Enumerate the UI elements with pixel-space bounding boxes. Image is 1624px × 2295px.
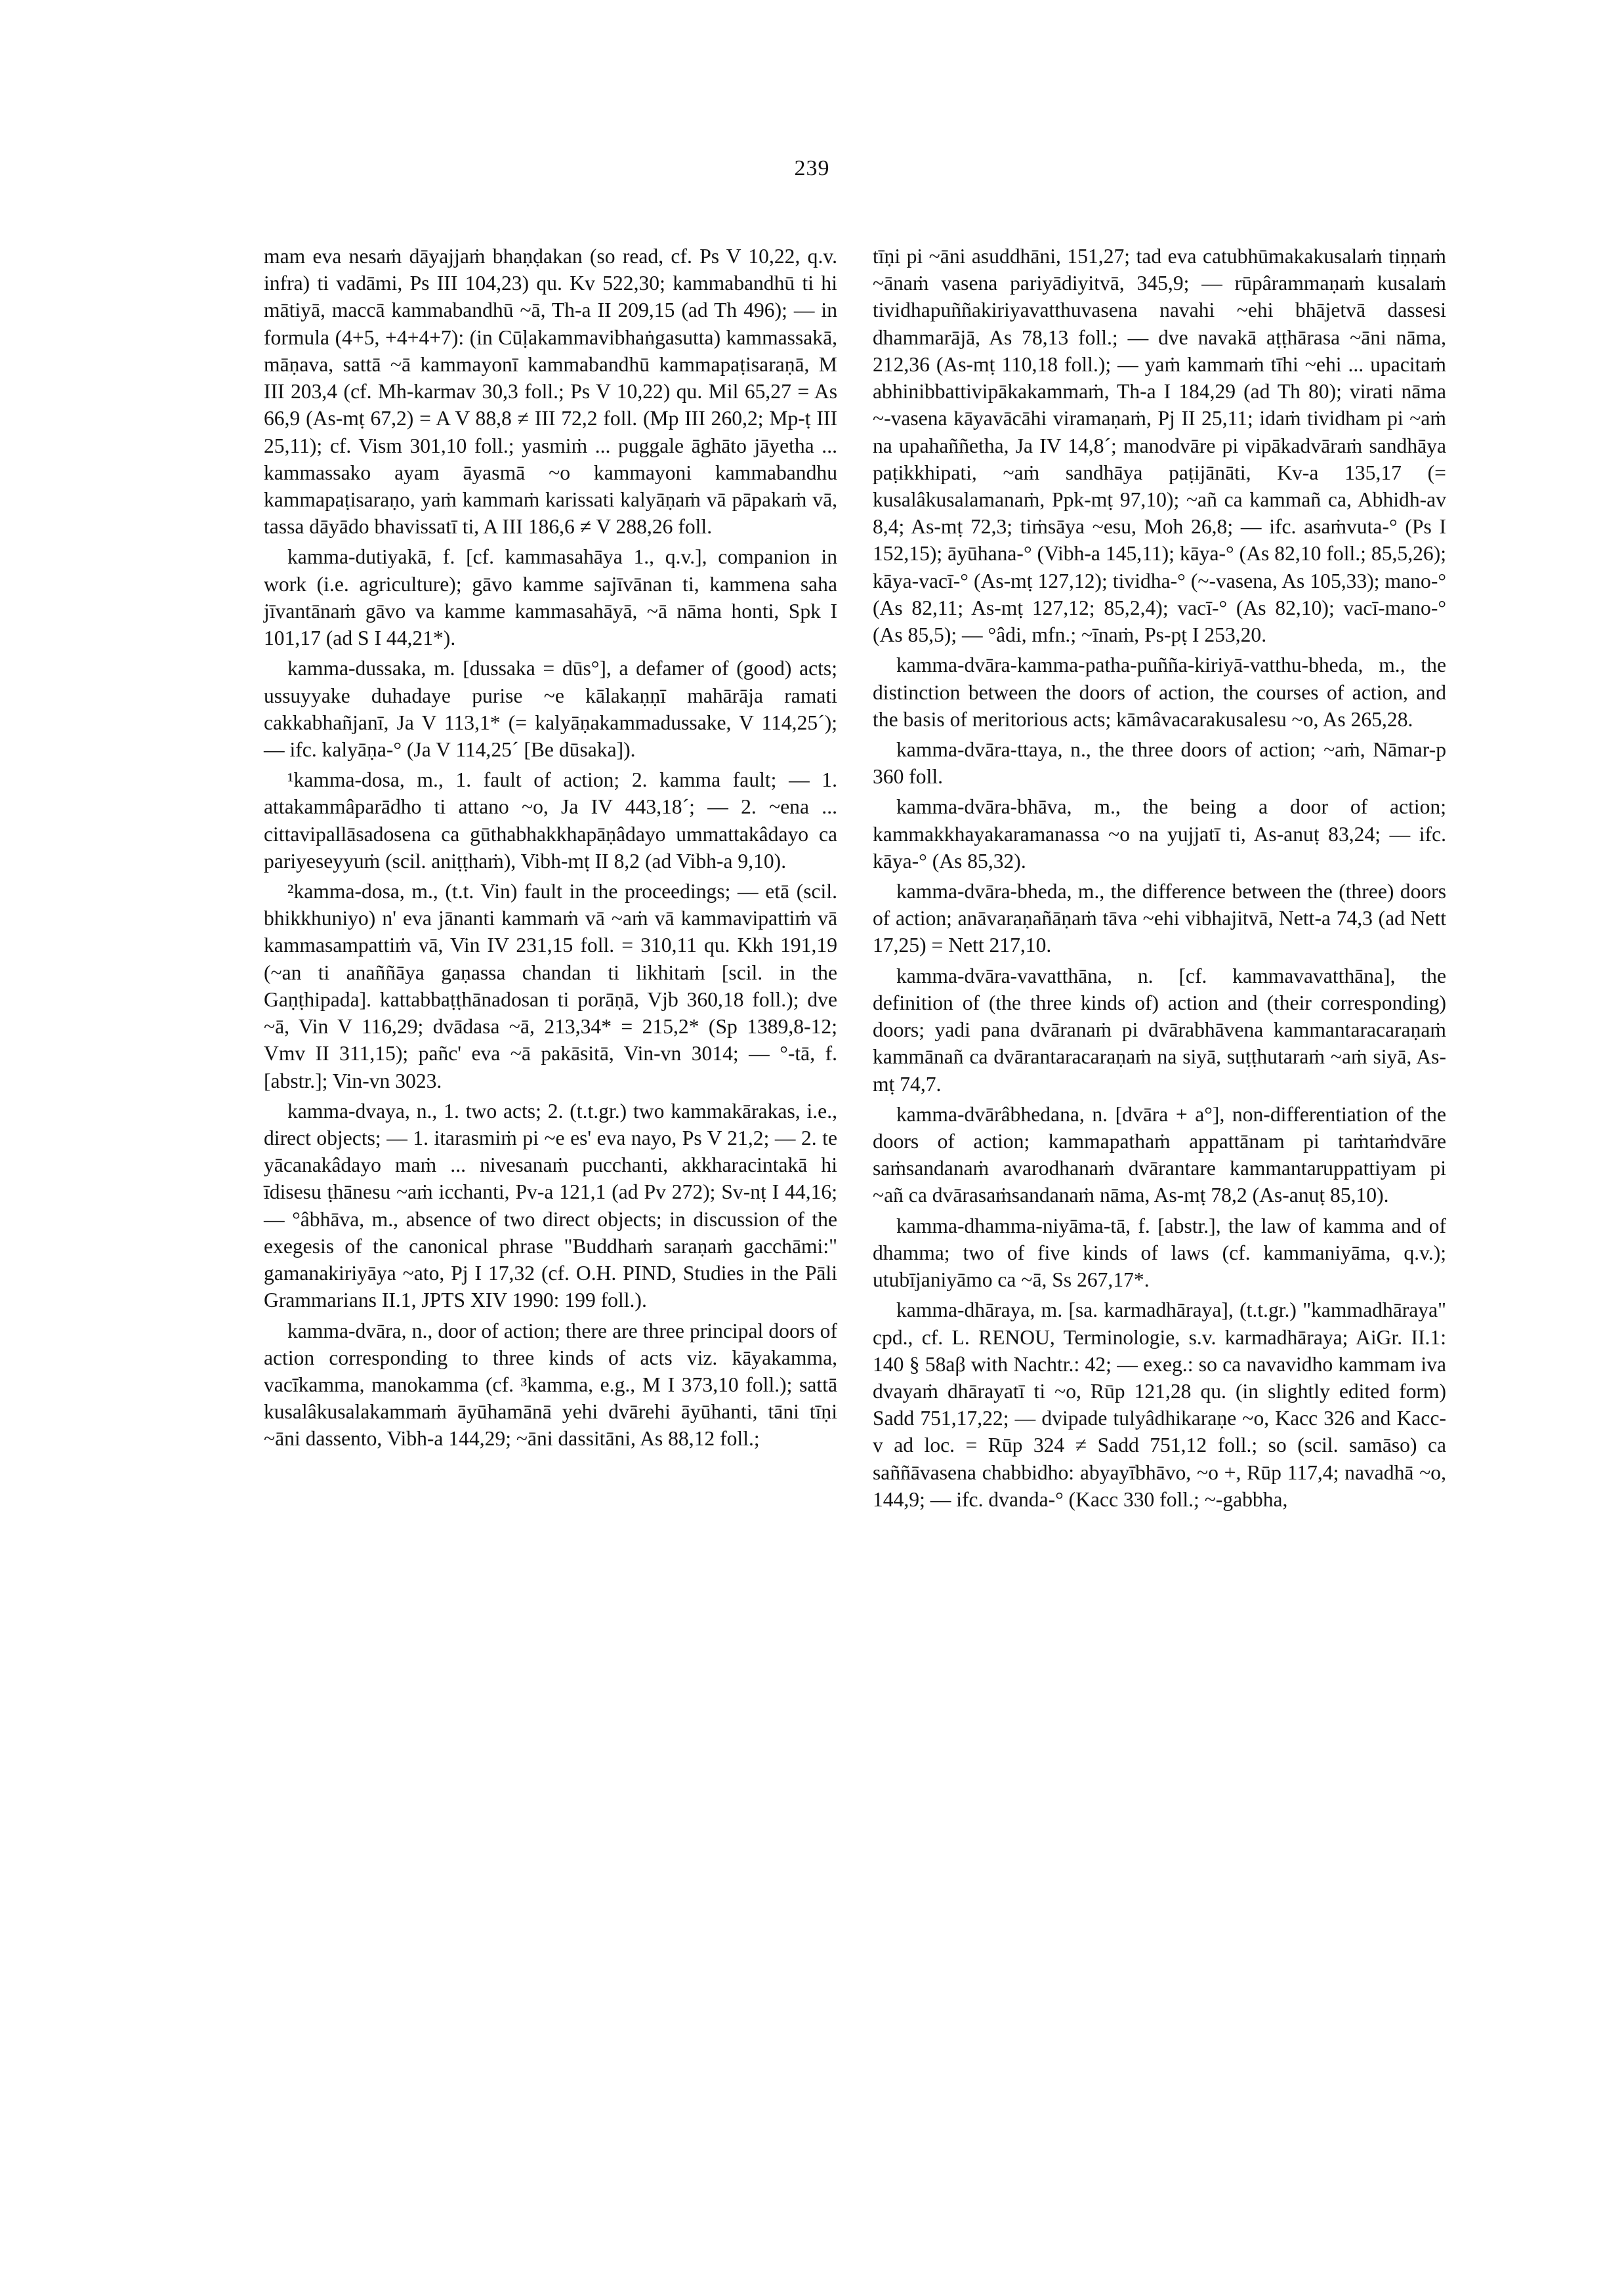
dictionary-entry: ²kamma-dosa, m., (t.t. Vin) fault in the proceedings; — etā (scil. bhikkhuniyo) n' eva jānanti kammaṁ vā ~aṁ vā kammavipattiṁ vā kammasampattiṁ vā, Vin IV 231,15 foll. = 310,11 qu. Kkh 191,19 (~an ti anaññāya gaṇassa chandan ti likhitaṁ [scil. in the Gaṇṭhipada]. kattabbaṭṭhānadosan ti porāṇā, Vjb 360,18 foll.); dve ~ā, Vin V 116,29; dvādasa ~ā, 213,34* = 215,2* (Sp 1389,8-12; Vmv II 311,15); pañc' eva ~ā pakāsitā, Vin-vn 3014; — °-tā, f. [abstr.]; Vin-vn 3023.	[264, 880, 837, 1092]
dictionary-entry: kamma-dvārâbhedana, n. [dvāra + a°], non-differentiation of the doors of action; kammapathaṁ appattānam pi taṁtaṁdvāre saṁsandanaṁ avarodhanaṁ dvārantare kammantaruppattiyam pi ~añ ca dvārasaṁsandanaṁ nāma, As-mṭ 78,2 (As-anuṭ 85,10).	[873, 1102, 1446, 1207]
dictionary-entry: kamma-dutiyakā, f. [cf. kammasahāya 1., q.v.], companion in work (i.e. agriculture); gāvo kamme sajīvānan ti, kammena saha jīvantānaṁ gāvo va kamme kammasahāyā, ~ā nāma honti, Spk I 101,17 (ad S I 44,21*).	[264, 545, 837, 650]
dictionary-entry: kamma-dhāraya, m. [sa. karmadhāraya], (t.t.gr.) "kammadhāraya" cpd., cf. L. RENOU, Terminologie, s.v. karmadhāraya; AiGr. II.1: 140 § 58aβ with Nachtr.: 42; — exeg.: so ca navavidho kammam iva dvayaṁ dhārayatī ti ~o, Rūp 121,28 qu. (in slightly edited form) Sadd 751,17,22; — dvipade tulyâdhikaraṇe ~o, Kacc 326 and Kacc-v ad loc. = Rūp 324 ≠ Sadd 751,12 foll.; so (scil. samāso) ca saññāvasena chabbidho: abyayībhāvo, ~o +, Rūp 117,4; navadhā ~o, 144,9; — ifc. dvanda-° (Kacc 330 foll.; ~-gabbha,	[873, 1298, 1446, 1511]
dictionary-entry: kamma-dvāra-bheda, m., the difference between the (three) doors of action; anāvaraṇañāṇaṁ tāva ~ehi vibhajitvā, Nett-a 74,3 (ad Nett 17,25) = Nett 217,10.	[873, 880, 1446, 957]
dictionary-entry: ¹kamma-dosa, m., 1. fault of action; 2. kamma fault; — 1. attakammâparādho ti attano ~o, Ja IV 443,18´; — 2. ~ena ... cittavipallāsadosena ca gūthabhakkhapāṇâdayo ummattakâdayo ca pariyeseyyuṁ (scil. aniṭṭhaṁ), Vibh-mṭ II 8,2 (ad Vibh-a 9,10).	[264, 768, 837, 873]
page-number: 239	[794, 156, 830, 180]
dictionary-entry: kamma-dvāra, n., door of action; there are three principal doors of action corresponding to three kinds of acts viz. kāyakamma, vacīkamma, manokamma (cf. ³kamma, e.g., M I 373,10 foll.); sattā kusalâkusalakammaṁ āyūhamānā yehi dvārehi āyūhanti, tāni tīṇi ~āni dassento, Vibh-a 144,29; ~āni dassitāni, As 88,12 foll.;	[264, 1319, 837, 1451]
dictionary-entry: kamma-dvāra-bhāva, m., the being a door of action; kammakkhayakaramanassa ~o na yujjatī ti, As-anuṭ 83,24; — ifc. kāya-° (As 85,32).	[873, 795, 1446, 873]
dictionary-entry: kamma-dvaya, n., 1. two acts; 2. (t.t.gr.) two kammakārakas, i.e., direct objects; — 1. itarasmiṁ pi ~e es' eva nayo, Ps V 21,2; — 2. te yācanakâdayo maṁ ... nivesanaṁ pucchanti, akkharacintakā hi īdisesu ṭhānesu ~aṁ icchanti, Pv-a 121,1 (ad Pv 272); Sv-nṭ I 44,16; — °âbhāva, m., absence of two direct objects; in discussion of the exegesis of the canonical phrase "Buddhaṁ saraṇaṁ gacchāmi:" gamanakiriyāya ~ato, Pj I 17,32 (cf. O.H. PIND, Studies in the Pāli Grammarians II.1, JPTS XIV 1990: 199 foll.).	[264, 1099, 837, 1312]
dictionary-entry: mam eva nesaṁ dāyajjaṁ bhaṇḍakan (so read, cf. Ps V 10,22, q.v. infra) ti vadāmi, Ps III 104,23) qu. Kv 522,30; kammabandhū ti hi mātiyā, maccā kammabandhū ~ā, Th-a II 209,15 (ad Th 496); — in formula (4+5, +4+4+7): (in Cūḷakammavibhaṅgasutta) kammassakā, māṇava, sattā ~ā kammayonī kammabandhū kammapaṭisaraṇā, M III 203,4 (cf. Mh-karmav 30,3 foll.; Ps V 10,22) qu. Mil 65,27 = As 66,9 (As-mṭ 67,2) = A V 88,8 ≠ III 72,2 foll. (Mp III 260,2; Mp-ṭ III 25,11); cf. Vism 301,10 foll.; yasmiṁ ... puggale āghāto jāyetha ... kammassako ayam āyasmā ~o kammayoni kammabandhu kammapaṭisaraṇo, yaṁ kammaṁ karissati kalyāṇaṁ vā pāpakaṁ vā, tassa dāyādo bhavissatī ti, A III 186,6 ≠ V 288,26 foll.	[264, 245, 837, 539]
left-column	[264, 243, 837, 1456]
dictionary-entry: kamma-dussaka, m. [dussaka = dūs°], a defamer of (good) acts; ussuyyake duhadaye purise ~e kālakaṇṇī mahārāja ramati cakkabhañjanī, Ja V 113,1* (= kalyāṇakammadussake, V 114,25´); — ifc. kalyāṇa-° (Ja V 114,25´ [Be dūsaka]).	[264, 657, 837, 761]
dictionary-entry: kamma-dvāra-ttaya, n., the three doors of action; ~aṁ, Nāmar-p 360 foll.	[873, 737, 1446, 789]
dictionary-entry: kamma-dvāra-kamma-patha-puñña-kiriyā-vatthu-bheda, m., the distinction between the doors of action, the courses of action, and the basis of meritorious acts; kāmâvacarakusalesu ~o, As 265,28.	[873, 653, 1446, 731]
dictionary-entry: kamma-dhamma-niyāma-tā, f. [abstr.], the law of kamma and of dhamma; two of five kinds of laws (cf. kammaniyāma, q.v.); utubījaniyāmo ca ~ā, Ss 267,17*.	[873, 1214, 1446, 1292]
dictionary-entry: kamma-dvāra-vavatthāna, n. [cf. kammavavatthāna], the definition of (the three kinds of) action and (their corresponding) doors; yadi pana dvāranaṁ pi dvārabhāvena kammantaracaraṇaṁ kammānañ ca dvārantaracaraṇaṁ na siyā, suṭṭhutaraṁ ~aṁ siyā, As-mṭ 74,7.	[873, 964, 1446, 1096]
dictionary-entry: tīṇi pi ~āni asuddhāni, 151,27; tad eva catubhūmakakusalaṁ tiṇṇaṁ ~ānaṁ vasena pariyādiyitvā, 345,9; — rūpârammaṇaṁ kusalaṁ tividhapuññakiriyavatthuvasena navahi ~ehi bhājetvā dassesi dhammarājā, As 78,13 foll.; — dve navakā aṭṭhārasa ~āni nāma, 212,36 (As-mṭ 110,18 foll.); — yaṁ kammaṁ tīhi ~ehi ... upacitaṁ abhinibbattivipākakammaṁ, Th-a I 184,29 (ad Th 80); virati nāma ~-vasena kāyavācāhi viramaṇaṁ, Pj II 25,11; idaṁ tividham pi ~aṁ na upahaññetha, Ja IV 14,8´; manodvāre pi vipākadvāraṁ sandhāya paṭikkhipati, ~aṁ sandhāya paṭijānāti, Kv-a 135,17 (= kusalâkusalamanaṁ, Ppk-mṭ 97,10); ~añ ca kammañ ca, Abhidh-av 8,4; As-mṭ 72,3; tiṁsāya ~esu, Moh 26,8; — ifc. asaṁvuta-° (Ps I 152,15); āyūhana-° (Vibh-a 145,11); kāya-° (As 82,10 foll.; 85,5,26); kāya-vacī-° (As-mṭ 127,12); tividha-° (~-vasena, As 105,33); mano-° (As 82,11; As-mṭ 127,12; 85,2,4); vacī-° (As 82,10); vacī-mano-° (As 85,5); — °âdi, mfn.; ~īnaṁ, Ps-pṭ I 253,20.	[873, 245, 1446, 647]
right-column	[873, 243, 1446, 1516]
